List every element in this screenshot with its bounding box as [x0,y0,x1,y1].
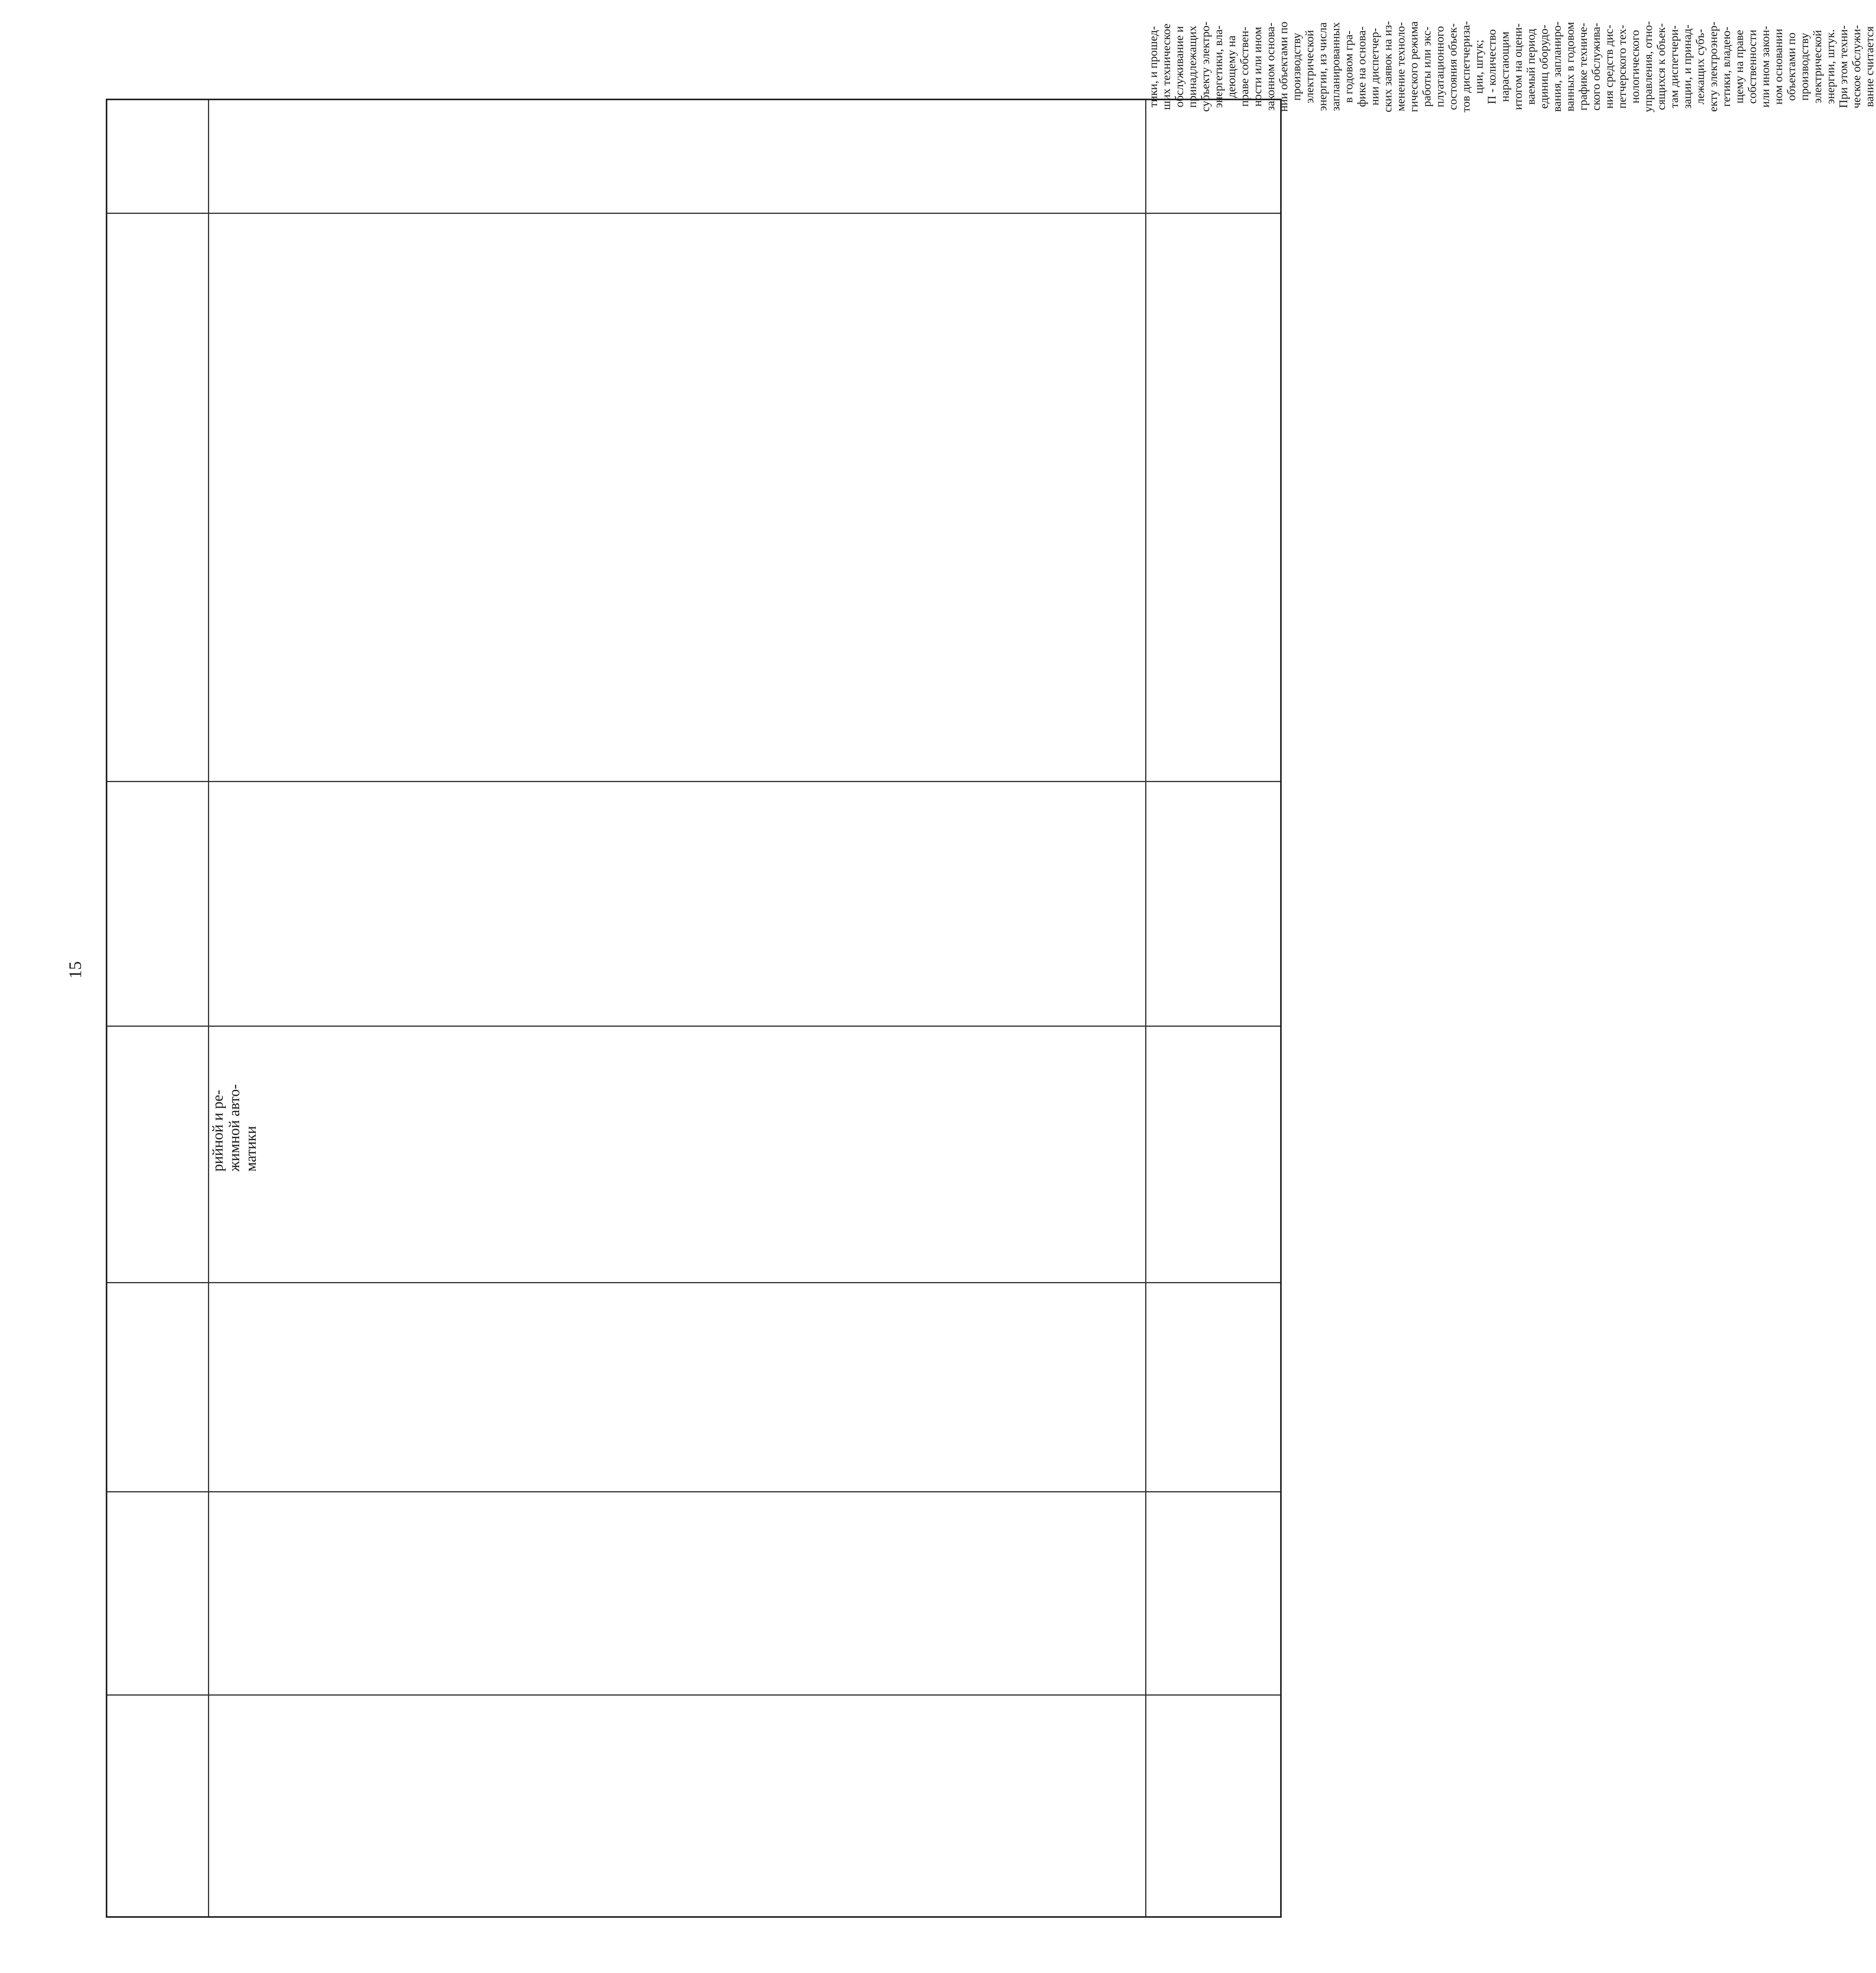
grid-line [107,213,1280,214]
cell-col2 [1145,21,1876,781]
grid-line [107,781,1280,782]
page-number: 15 [66,961,85,979]
rotated-table [106,21,1876,1918]
cell-col1 [208,100,1283,1172]
grid-line [107,1026,1280,1027]
cell-col1-text: рийной и ре- жимной авто- матики [210,1084,259,1172]
grid-line [208,100,209,1916]
grid-line [107,1694,1280,1696]
grid-line [107,1491,1280,1492]
grid-line [107,1282,1280,1283]
cell-col2-text: тики, и прошед- ших техническое обслуживание и принадлежащих субъекту электро- энергетики, вла- деющему на праве собствен- ности или ином законном основа- нии объектами по производству электрической энергии, из числа запланированных в годовом гра- фике на основа- нии диспетчер- ских заявок на из- менение техноло- гического режима работы или экс- плуатационного состояния объек- тов диспетчериза- ции, штук; П - количество нарастающим итогом на оцени- ваемый период единиц оборудо- вания, запланиро- ванных в годовом графике техниче- ского обслужива- ния средств дис- петчерского тех- нологического управления, отно- сящихся к объек- там диспетчери- зации, и принад- лежащих субъ- екту электроэнер- гетики, владею- щему на праве собственности или ином закон- ном основании объектами по производству электрической энергии, штук. При этом техни- ческое обслужи- вание считается [1147,21,1876,112]
